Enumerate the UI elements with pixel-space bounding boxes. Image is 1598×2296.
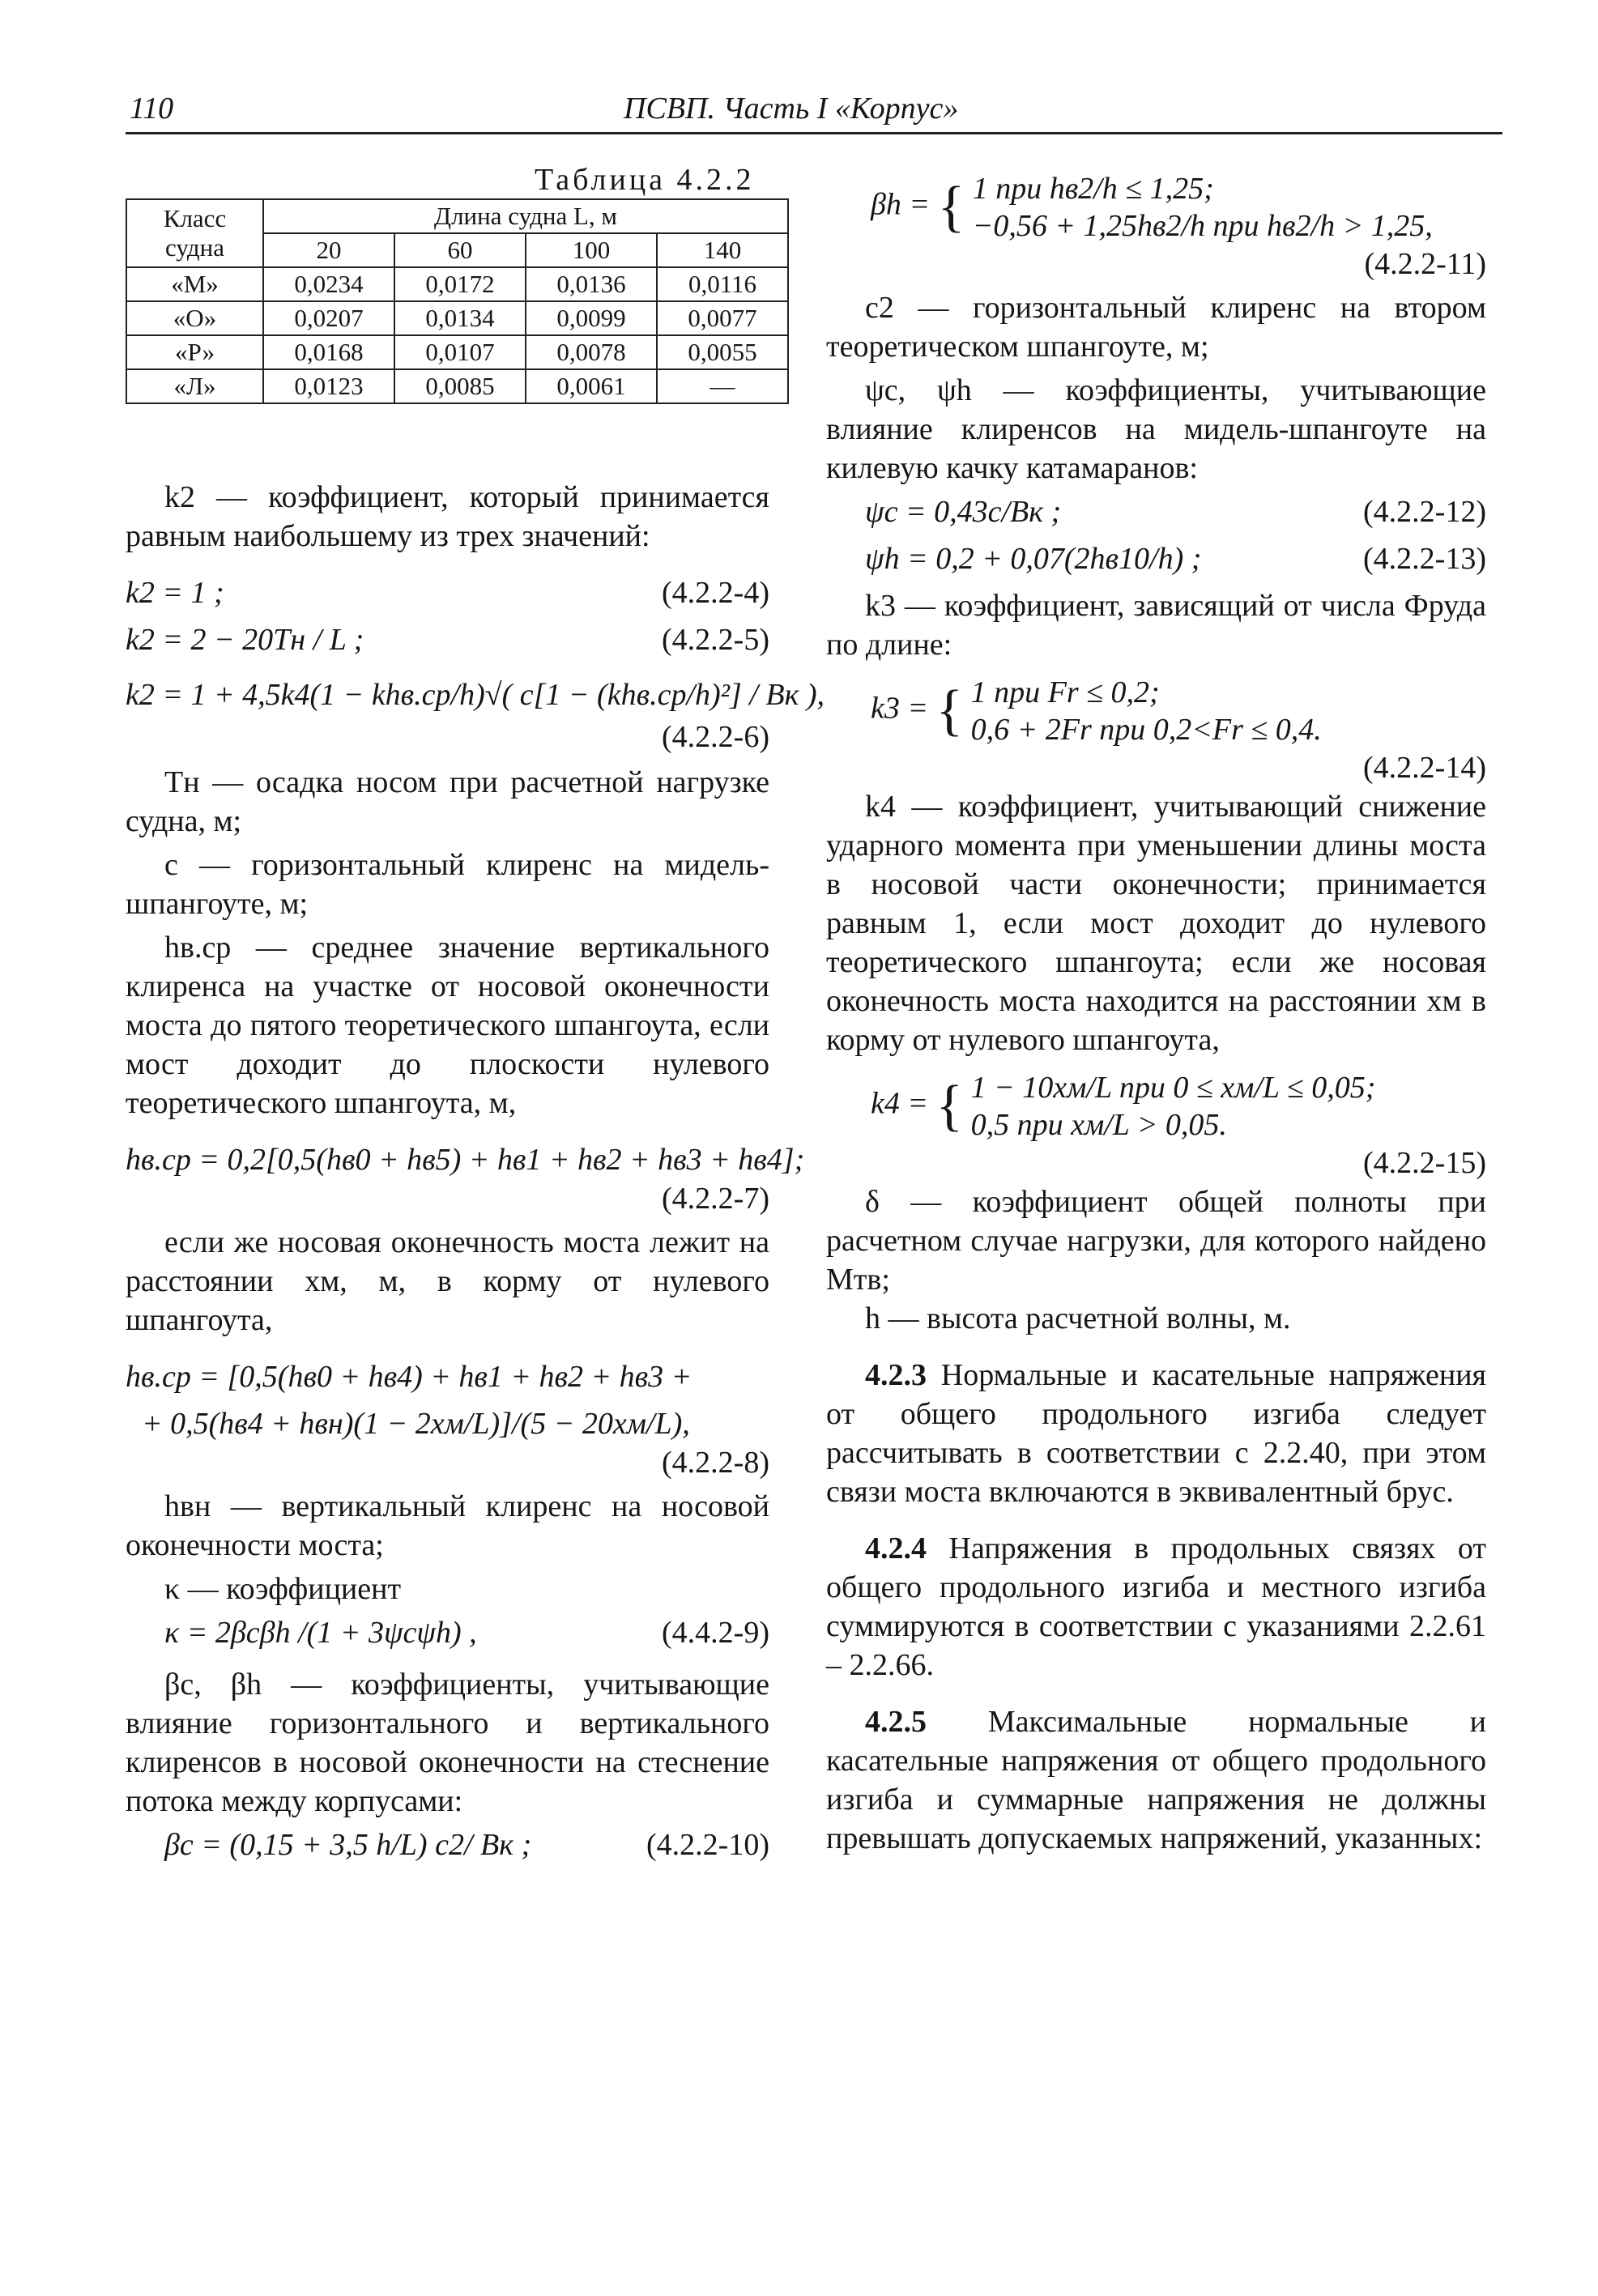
hvsr-definition: hв.ср — среднее значение вертикального клиренса на участке от носовой оконечности моста до пятого теоретического шпангоута, если мост доходит до плоскости нулевого теоретического шпангоута, м, [126, 931, 769, 1120]
table-cell: 0,0078 [526, 335, 657, 369]
equation-number: (4.2.2-5) [662, 623, 769, 657]
table-length-cell: 100 [526, 233, 657, 267]
equation-formula: ψh = 0,2 + 0,07(2hв10/h) ; [865, 542, 1202, 576]
c-definition: c — горизонтальный клиренс на мидель-шпангоуте, м; [126, 848, 769, 921]
table-cell: 0,0099 [526, 301, 657, 335]
table-row [126, 335, 788, 369]
equation-14 [826, 674, 1486, 748]
table-cell: «М» [126, 267, 263, 301]
tn-definition: Tн — осадка носом при расчетной нагрузке судна, м; [126, 765, 769, 838]
table-cell: 0,0116 [657, 267, 788, 301]
paragraph-number: 4.2.3 [865, 1358, 927, 1392]
equation-case: 1 при Fr ≤ 0,2; [970, 675, 1160, 709]
equation-13 [826, 539, 1486, 586]
page-number: 110 [130, 92, 174, 126]
k4-definition: k4 — коэффициент, учитывающий снижение ударного момента при уменьшении длины моста в носовой части оконечности; принимается равным 1, если мост доходит до нулевого теоретического шпангоута; если же носовая оконечность моста находится на расстоянии xм в корму от нулевого шпангоута, [826, 790, 1486, 1057]
table-class-header: Класс судна [126, 199, 263, 267]
table-caption: Таблица 4.2.2 [535, 163, 755, 197]
table-cell: 0,0134 [394, 301, 526, 335]
table-cell: 0,0123 [263, 369, 394, 403]
k2-definition: k2 — коэффициент, который принимается равным наибольшему из трех значений: [126, 480, 769, 553]
equation-7-number: (4.2.2-7) [662, 1182, 769, 1216]
psi-definition: ψc, ψh — коэффициенты, учитывающие влияние клиренсов на мидель-шпангоуте на килевую качку катамаранов: [826, 373, 1486, 485]
table-cell: 0,0136 [526, 267, 657, 301]
equation-number: (4.2.2-13) [1363, 542, 1486, 576]
table-cell: «Р» [126, 335, 263, 369]
table-row [126, 369, 788, 403]
table-row [126, 301, 788, 335]
hvn-definition: hвн — вертикальный клиренс на носовой оконечности моста; [126, 1489, 769, 1562]
equation-formula: k2 = 1 ; [126, 576, 224, 610]
table-cell: — [657, 369, 788, 403]
equation-8-line1: hв.ср = [0,5(hв0 + hв4) + hв1 + hв2 + hв3 + [126, 1360, 692, 1394]
table-length-cell: 140 [657, 233, 788, 267]
paragraph-number: 4.2.5 [865, 1705, 927, 1739]
equation-10 [126, 1825, 769, 1872]
right-column [826, 170, 1486, 1858]
equation-lhs: k4 = [871, 1086, 929, 1121]
equation-15-number: (4.2.2-15) [1363, 1146, 1486, 1180]
running-title: ПСВП. Часть I «Корпус» [624, 92, 959, 126]
table-row [126, 267, 788, 301]
left-column [126, 478, 825, 1872]
left-brace-icon: { [937, 176, 965, 238]
table-cell: 0,0207 [263, 301, 394, 335]
equation-7-formula: hв.ср = 0,2[0,5(hв0 + hв5) + hв1 + hв2 + hв3 + hв4]; [126, 1143, 805, 1177]
kappa-definition: κ — коэффициент [164, 1572, 402, 1606]
equation-6-formula: k2 = 1 + 4,5k4(1 − khв.ср/h)√( c[1 − (khв.ср/h)²] / Bк ), [126, 678, 825, 712]
equation-number: (4.2.2-4) [662, 576, 769, 610]
equation-lhs: k3 = [871, 691, 929, 726]
table-cell: 0,0077 [657, 301, 788, 335]
table-cell: 0,0172 [394, 267, 526, 301]
table-cell: 0,0055 [657, 335, 788, 369]
equation-case: 0,5 при xм/L > 0,05. [970, 1108, 1227, 1142]
table-cell: 0,0107 [394, 335, 526, 369]
equation-case: 0,6 + 2Fr при 0,2<Fr ≤ 0,4. [970, 713, 1322, 747]
paragraph-text: Напряжения в продольных связях от общего продольного изгиба и местного изгиба суммируются в соответствии с указаниями 2.2.61 – 2.2.66. [826, 1531, 1487, 1682]
equation-5 [126, 620, 769, 667]
header-rule [126, 132, 1502, 134]
left-brace-icon: { [935, 1075, 964, 1137]
equation-11 [826, 170, 1486, 245]
delta-definition: δ — коэффициент общей полноты при расчетном случае нагрузки, для которого найдено Mтв; [826, 1185, 1486, 1297]
equation-formula: k2 = 2 − 20Tн / L ; [126, 623, 364, 657]
equation-4 [126, 573, 769, 620]
table-cell: 0,0061 [526, 369, 657, 403]
equation-case: 1 − 10xм/L при 0 ≤ xм/L ≤ 0,05; [970, 1071, 1376, 1105]
paragraph-text: Нормальные и касательные напряжения от общего продольного изгиба следует рассчитывать в соответствии с 2.2.40, при этом связи моста включаются в эквивалентный брус. [826, 1358, 1487, 1509]
equation-12 [826, 492, 1486, 539]
equation-case: 1 при hв2/h ≤ 1,25; [972, 172, 1214, 206]
coefficient-table [126, 198, 789, 404]
k3-definition: k3 — коэффициент, зависящий от числа Фруда по длине: [826, 589, 1486, 662]
equation-formula: ψc = 0,43c/Bк ; [865, 495, 1062, 529]
equation-number: (4.2.2-12) [1363, 495, 1486, 529]
table-length-cell: 20 [263, 233, 394, 267]
equation-case: −0,56 + 1,25hв2/h при hв2/h > 1,25, [972, 209, 1433, 243]
h-definition: h — высота расчетной волны, м. [865, 1301, 1291, 1335]
table-cell: 0,0234 [263, 267, 394, 301]
equation-number: (4.2.2-10) [646, 1828, 769, 1862]
table-cell: 0,0168 [263, 335, 394, 369]
equation-8-number: (4.2.2-8) [662, 1446, 769, 1480]
paragraph-4-2-3 [826, 1356, 1486, 1511]
equation-formula: κ = 2βcβh /(1 + 3ψcψh) , [164, 1616, 477, 1650]
left-brace-icon: { [935, 679, 964, 742]
paragraph-4-2-5 [826, 1702, 1486, 1858]
equation-15 [826, 1069, 1486, 1144]
table-cell: «О» [126, 301, 263, 335]
paragraph-number: 4.2.4 [865, 1531, 927, 1565]
beta-definition: βc, βh — коэффициенты, учитывающие влияние горизонтального и вертикального клиренсов в носовой оконечности на стеснение потока между корпусами: [126, 1668, 769, 1818]
table-cell: 0,0085 [394, 369, 526, 403]
equation-8-line2: + 0,5(hв4 + hвн)(1 − 2xм/L)]/(5 − 20xм/L), [142, 1407, 690, 1441]
equation-lhs: βh = [871, 187, 931, 222]
paragraph-text: Максимальные нормальные и касательные напряжения от общего продольного изгиба и суммарные напряжения не должны превышать допускаемых напряжений, указанных: [826, 1705, 1487, 1855]
table-length-cell: 60 [394, 233, 526, 267]
table-cell: «Л» [126, 369, 263, 403]
c2-definition: c2 — горизонтальный клиренс на втором теоретическом шпангоуте, м; [826, 291, 1486, 364]
equation-formula: βc = (0,15 + 3,5 h/L) c2/ Bк ; [164, 1828, 532, 1862]
equation-11-number: (4.2.2-11) [1364, 247, 1486, 281]
equation-number: (4.4.2-9) [662, 1616, 769, 1650]
table-length-header: Длина судна L, м [263, 199, 788, 233]
equation-14-number: (4.2.2-14) [1363, 751, 1486, 785]
equation-6-number: (4.2.2-6) [662, 720, 769, 754]
else-condition-text: если же носовая оконечность моста лежит на расстоянии xм, м, в корму от нулевого шпангоута, [126, 1225, 769, 1337]
paragraph-4-2-4 [826, 1529, 1486, 1685]
equation-9 [126, 1613, 769, 1660]
